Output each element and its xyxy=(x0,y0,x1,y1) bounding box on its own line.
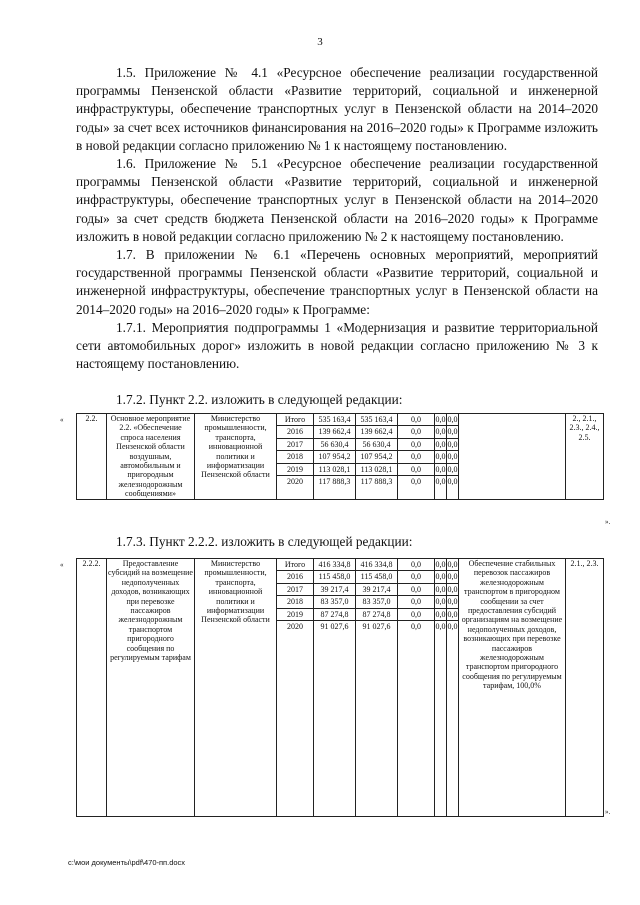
body-text xyxy=(76,64,598,373)
table1-indicator xyxy=(459,414,566,500)
table1-number: 2.2. xyxy=(77,414,107,500)
table1-total: 535 163,4 139 662,4 56 630,4 107 954,2 113 028,1 117 888,3 xyxy=(314,414,356,500)
table1-years: Итого 2016 2017 2018 2019 2020 xyxy=(277,414,314,500)
paragraph-1-5: 1.5. Приложение № 4.1 «Ресурсное обеспечение реализации государственной программы Пензенской области «Развитие территорий, социальной и инженерной инфраструктуры, обеспечение транспортных услуг в Пензенской области на 2014–2020 годы» за счет всех источников финансирования на 2016–2020 годы» к Программе изложить в новой редакции согласно приложению № 1 к настоящему постановлению. xyxy=(76,65,598,153)
table1-local: 0,0 0,0 0,0 0,0 0,0 0,0 xyxy=(435,414,447,500)
table1-other: 0,0 0,0 0,0 0,0 0,0 0,0 xyxy=(447,414,459,500)
paragraph-1-7: 1.7. В приложении № 6.1 «Перечень основных мероприятий, мероприятий государственной программы Пензенской области «Развитие территорий, социальной и инженерной инфраструктуры, обеспечение транспортных услуг в Пензенской области на 2014–2020 годы» на 2016–2020 годы» к Программе: xyxy=(76,247,598,317)
table2-indicator: Обеспечение стабильных перевозок пассажиров железнодорожным транспортом в пригородном сообщении за счет предоставления субсидий организациям на возмещение недополученных доходов, возникающих при перевозке пассажиров железнодорожным транспортом пригородного сообщения по регулируемым тарифам, 100,0% xyxy=(459,559,566,817)
table1-federal: 0,0 0,0 0,0 0,0 0,0 0,0 xyxy=(398,414,435,500)
table2-regional: 416 334,8 115 458,0 39 217,4 83 357,0 87 274,8 91 027,6 xyxy=(356,559,398,817)
heading-1-7-2: 1.7.2. Пункт 2.2. изложить в следующей редакции: xyxy=(116,392,403,407)
table2-total: 416 334,8 115 458,0 39 217,4 83 357,0 87 274,8 91 027,6 xyxy=(314,559,356,817)
page-number: 3 xyxy=(317,36,323,48)
table2-executor: Министерство промышленности, транспорта, инновационной политики и информатизации Пензенской области xyxy=(195,559,277,817)
table2-other: 0,0 0,0 0,0 0,0 0,0 0,0 xyxy=(447,559,459,817)
file-path-footer: c:\мои документы\pdf\470-пп.docx xyxy=(68,858,186,867)
table2-local: 0,0 0,0 0,0 0,0 0,0 0,0 xyxy=(435,559,447,817)
table2-federal: 0,0 0,0 0,0 0,0 0,0 0,0 xyxy=(398,559,435,817)
quote-close-2: ». xyxy=(605,808,611,816)
table2-number: 2.2.2. xyxy=(77,559,107,817)
heading-1-7-3: 1.7.3. Пункт 2.2.2. изложить в следующей редакции: xyxy=(116,534,413,549)
table2-name: Предоставление субсидий на возмещение недополученных доходов, возникающих при перевозке пассажиров железнодорожным транспортом пригородного сообщения по регулируемым тарифам xyxy=(107,559,195,817)
table2-years: Итого 2016 2017 2018 2019 2020 xyxy=(277,559,314,817)
quote-close-1: ». xyxy=(605,518,611,526)
table1-regional: 535 163,4 139 662,4 56 630,4 107 954,2 113 028,1 117 888,3 xyxy=(356,414,398,500)
paragraph-1-7-1: 1.7.1. Мероприятия подпрограммы 1 «Модернизация и развитие территориальной сети автомобильных дорог» изложить в новой редакции согласно приложению № 3 к настоящему постановлению. xyxy=(76,319,598,372)
table1-executor: Министерство промышленности, транспорта, инновационной политики и информатизации Пензенской области xyxy=(195,414,277,500)
paragraph-1-6: 1.6. Приложение № 5.1 «Ресурсное обеспечение реализации государственной программы Пензенской области «Развитие территорий, социальной и инженерной инфраструктуры, обеспечение транспортных услуг в Пензенской области на 2014–2020 годы» за счет средств бюджета Пензенской области на 2016–2020 годы» к Программе изложить в новой редакции согласно приложению № 2 к настоящему постановлению. xyxy=(76,156,598,244)
table1-name: Основное мероприятие 2.2. «Обеспечение спроса населения Пензенской области воздушным, автомобильным и пригородным железнодорожным сообщениями» xyxy=(107,414,195,500)
table-item-2-2 xyxy=(76,413,604,500)
table-item-2-2-2 xyxy=(76,558,604,817)
table1-links: 2., 2.1., 2.3., 2.4., 2.5. xyxy=(566,414,604,500)
quote-open-2: « xyxy=(60,561,64,569)
table2-links: 2.1., 2.3. xyxy=(566,559,604,817)
quote-open-1: « xyxy=(60,416,64,424)
